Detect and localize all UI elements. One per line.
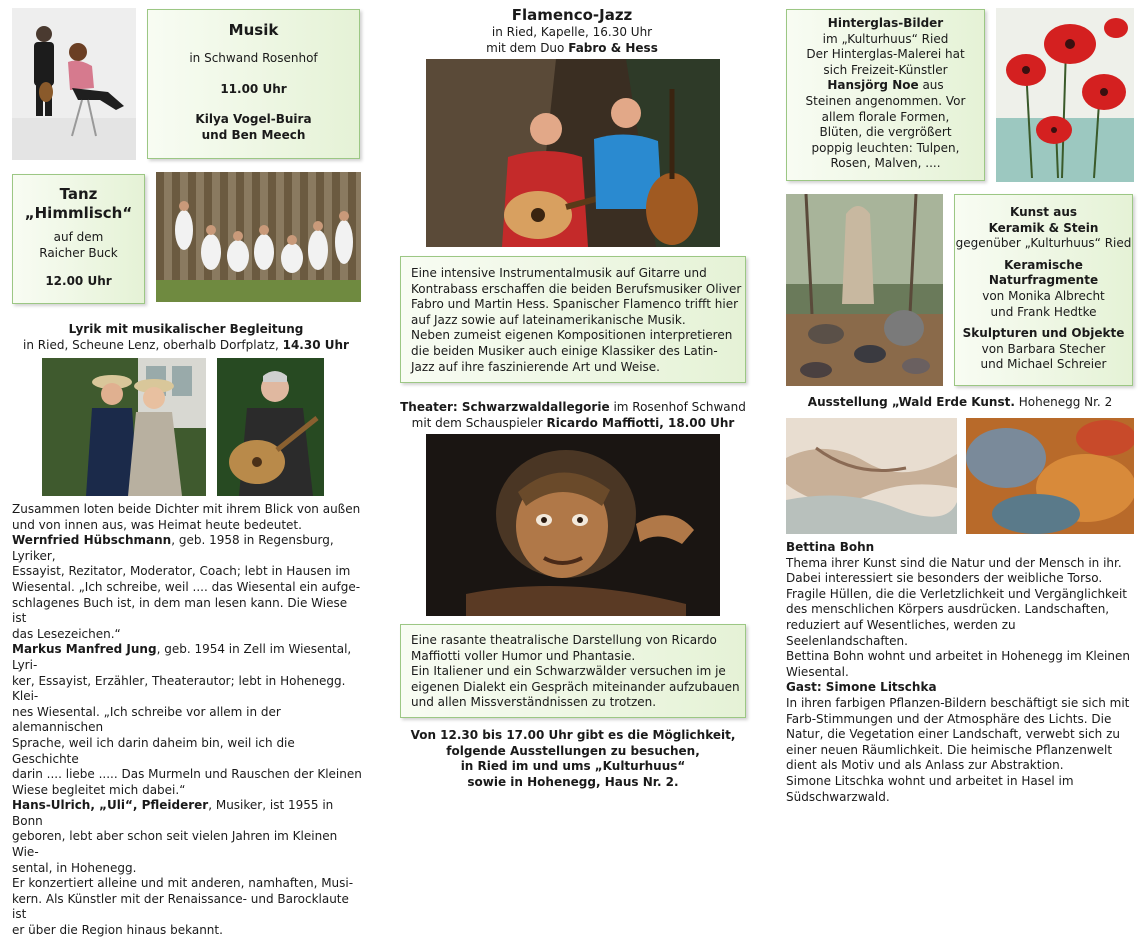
kunst-location: gegenüber „Kulturhuus“ Ried xyxy=(955,236,1132,251)
flamenco-heading xyxy=(398,6,746,56)
flamenco-desc-line: die beiden Musiker auch einige Klassiker des Latin- xyxy=(411,343,718,358)
wald-place: Hohenegg Nr. 2 xyxy=(1014,395,1113,409)
hinterglas-line: Der Hinterglas-Malerei hat xyxy=(806,47,965,62)
musik-time: 11.00 Uhr xyxy=(220,81,287,96)
theater-place: im Rosenhof Schwand xyxy=(613,400,746,414)
guest-line: Farb-Stimmungen und der Atmosphäre des Lichts. Die xyxy=(786,711,1112,726)
bettina-artwork-photo xyxy=(786,418,957,534)
hinterglas-line: allem florale Formen, xyxy=(821,109,950,124)
theater-heading-line2: mit dem Schauspieler Ricardo Maffiotti, 18.00 Uhr xyxy=(411,415,735,430)
musician-line: Hans-Ulrich, „Uli“, Pfleiderer, Musiker, ist 1955 in Bonn xyxy=(12,798,334,828)
bettina-line: Bettina Bohn wohnt und arbeitet in Hohenegg im Kleinen xyxy=(786,649,1130,664)
flamenco-desc-box xyxy=(400,256,746,383)
exhibitions-note-line: sowie in Hohenegg, Haus Nr. 2. xyxy=(467,774,679,789)
bettina-text xyxy=(786,540,1138,805)
poet1-line: Wiesental. „Ich schreibe, weil .... das Wiesental ein aufge- xyxy=(12,579,361,594)
theater-desc-line: eigenen Dialekt ein Gespräch miteinander aufzubauen xyxy=(411,679,740,694)
theater-heading-line1 xyxy=(392,400,754,416)
poet1-line: Essayist, Rezitator, Moderator, Coach; lebt in Hausen im xyxy=(12,564,351,579)
lyrik-heading xyxy=(10,322,362,353)
bettina-name: Bettina Bohn xyxy=(786,540,875,554)
guest-label: Gast: Simone Litschka xyxy=(786,680,937,695)
musician-line: kern. Als Künstler mit der Renaissance- und Barocklaute ist xyxy=(12,891,349,922)
theater-photo xyxy=(426,434,720,616)
litschka-artwork-photo xyxy=(966,418,1134,534)
poet1-name: Wernfried Hübschmann xyxy=(12,533,172,548)
hinterglas-artist: Hansjörg Noe xyxy=(827,78,919,93)
exhibitions-note xyxy=(392,728,754,790)
hinterglas-line: im „Kulturhuus“ Ried xyxy=(822,31,949,46)
musik-photo xyxy=(12,8,136,160)
exhibitions-note-line: folgende Ausstellungen zu besuchen, xyxy=(446,743,700,758)
musician-line: Er konzertiert alleine und mit anderen, namhaften, Musi- xyxy=(12,876,354,891)
hinterglas-title: Hinterglas-Bilder xyxy=(827,16,944,30)
bettina-line: Wiesental. xyxy=(786,664,849,679)
lyrik-intro-line: Zusammen loten beide Dichter mit ihrem Blick von außen xyxy=(12,502,361,516)
sculpture-section-title: Skulpturen und Objekte xyxy=(962,326,1125,341)
theater-desc-line: Maffiotti voller Humor und Phantasie. xyxy=(411,648,636,663)
poet2-line: Markus Manfred Jung, geb. 1954 in Zell im Wiesental, Lyri- xyxy=(12,642,352,672)
poet1-line: Wernfried Hübschmann, geb. 1958 in Regensburg, Lyriker, xyxy=(12,533,334,563)
guest-line: Natur, die Vegetation einer Landschaft, verwebt sich zu xyxy=(786,727,1121,742)
flamenco-title: Flamenco-Jazz xyxy=(511,6,633,24)
exhibitions-note-line: Von 12.30 bis 17.00 Uhr gibt es die Möglichkeit, xyxy=(410,728,736,742)
poet2-name: Markus Manfred Jung xyxy=(12,642,157,657)
poet2-line: Wiese begleitet mich dabei.“ xyxy=(12,782,186,797)
lyrik-text xyxy=(12,502,362,939)
sculpture-artist-line1: von Barbara Stecher xyxy=(981,341,1106,356)
ceramics-section-title1: Keramische xyxy=(1004,257,1083,272)
exhibitions-note-line: in Ried im und ums „Kulturhuus“ xyxy=(460,759,686,774)
hinterglas-line: poppig leuchten: Tulpen, xyxy=(811,140,960,155)
poet2-line: darin .... liebe ..... Das Murmeln und Rauschen der Kleinen xyxy=(12,767,362,782)
theater-desc-box xyxy=(400,624,746,718)
theater-desc-line: Ein Italiener und ein Schwarzwälder versuchen im je xyxy=(411,664,726,679)
flamenco-place: in Ried, Kapelle, 16.30 Uhr xyxy=(491,25,653,39)
musik-info-box xyxy=(147,9,360,159)
bettina-line: Fragile Hüllen, die die Verletzlichkeit und Vergänglichkeit xyxy=(786,586,1127,601)
kunst-title-line1: Kunst aus xyxy=(1009,205,1077,219)
ceramics-artist-line2: und Frank Hedtke xyxy=(990,304,1097,319)
tanz-place-line2: Raicher Buck xyxy=(39,245,118,260)
musik-artists-line2: und Ben Meech xyxy=(201,127,306,142)
tanz-title-line2: „Himmlisch“ xyxy=(24,204,133,222)
guest-line: Simone Litschka wohnt und arbeitet in Hasel im xyxy=(786,773,1074,788)
theater-heading xyxy=(392,400,754,431)
tanz-title-line1: Tanz xyxy=(59,185,98,203)
lyrik-time: 14.30 Uhr xyxy=(282,337,349,352)
flamenco-desc-line: Kontrabass erschaffen die beiden Berufsmusiker Oliver xyxy=(411,281,742,296)
guest-line: dient als Motiv und als Anlass zur Abstraktion. xyxy=(786,758,1064,773)
lyrik-place: in Ried, Scheune Lenz, oberhalb Dorfplatz, xyxy=(23,337,279,352)
wald-heading xyxy=(784,395,1136,411)
musician-name: Hans-Ulrich, „Uli“, Pfleiderer xyxy=(12,798,209,813)
guest-line: einer neuen Räumlichkeit. Die heimische Pflanzenwelt xyxy=(786,742,1113,757)
sculpture-artist-line2: und Michael Schreier xyxy=(980,357,1107,372)
musik-title: Musik xyxy=(228,21,279,39)
theater-actor: Ricardo Maffiotti, 18.00 Uhr xyxy=(546,415,735,430)
bettina-line: Thema ihrer Kunst sind die Natur und der Mensch in ihr. xyxy=(786,555,1122,570)
theater-label: Theater: Schwarzwaldallegorie xyxy=(400,400,610,414)
ceramics-section-title2: Naturfragmente xyxy=(988,273,1099,288)
hinterglas-info-box xyxy=(786,9,985,181)
flamenco-desc-line: Jazz auf ihre faszinierende Art und Weise. xyxy=(411,359,660,374)
flamenco-duo: mit dem Duo Fabro & Hess xyxy=(486,40,658,55)
bettina-line: des menschlichen Körpers ausdrücken. Landschaften, xyxy=(786,602,1110,617)
musik-place: in Schwand Rosenhof xyxy=(189,51,318,65)
kunst-title-line2: Keramik & Stein xyxy=(988,220,1099,235)
poet1-line: das Lesezeichen.“ xyxy=(12,626,121,641)
flamenco-desc-line: Eine intensive Instrumentalmusik auf Gitarre und xyxy=(411,266,707,280)
bettina-line: Dabei interessiert sie besonders der weibliche Torso. xyxy=(786,571,1103,586)
musician-line: geboren, lebt aber schon seit vielen Jahren im Kleinen Wie- xyxy=(12,829,338,860)
poet2-line: nes Wiesental. „Ich schreibe vor allem in der alemannischen xyxy=(12,704,281,735)
theater-desc-line: Eine rasante theatralische Darstellung von Ricardo xyxy=(411,633,717,647)
tanz-photo xyxy=(156,172,361,302)
bettina-line: reduziert auf Wesentliches, werden zu Seelenlandschaften. xyxy=(786,617,1016,648)
hinterglas-line: Rosen, Malven, .... xyxy=(830,156,941,171)
flamenco-photo xyxy=(426,59,720,247)
wald-title: Ausstellung „Wald Erde Kunst. xyxy=(807,395,1015,409)
poet2-line: Sprache, weil ich darin daheim bin, weil ich die Geschichte xyxy=(12,735,295,766)
poet1-line: schlagenes Buch ist, in dem man lesen kann. Die Wiese ist xyxy=(12,595,348,626)
lyrik-intro-line: und von innen aus, was Heimat heute bedeutet. xyxy=(12,517,302,532)
musik-artists-line1: Kilya Vogel-Buira xyxy=(195,112,312,127)
guest-line: In ihren farbigen Pflanzen-Bildern beschäftigt sie sich mit xyxy=(786,695,1130,710)
tanz-info-box xyxy=(12,174,145,304)
lyrik-heading-line2 xyxy=(10,338,362,354)
kunst-info-box xyxy=(954,194,1133,386)
tanz-place-line1: auf dem xyxy=(53,230,104,244)
lyrik-heading-line1: Lyrik mit musikalischer Begleitung xyxy=(68,322,304,336)
flamenco-desc-line: Neben zumeist eigenen Kompositionen interpretieren xyxy=(411,328,733,343)
lyrik-poets-photo xyxy=(42,358,206,496)
hinterglas-line: sich Freizeit-Künstler xyxy=(823,62,948,77)
guest-line: Südschwarzwald. xyxy=(786,789,890,804)
flamenco-duo-name: Fabro & Hess xyxy=(568,40,658,55)
poppies-painting xyxy=(996,8,1134,182)
ceramics-artist-line1: von Monika Albrecht xyxy=(982,288,1105,303)
hinterglas-line: Steinen angenommen. Vor xyxy=(805,93,966,108)
musician-line: sental, in Hohenegg. xyxy=(12,860,137,875)
flamenco-desc-line: auf Jazz sowie auf lateinamerikanische Musik. xyxy=(411,312,686,327)
hinterglas-artist-line: Hansjörg Noe aus xyxy=(827,78,944,93)
poet2-line: ker, Essayist, Erzähler, Theaterautor; lebt in Hohenegg. Klei- xyxy=(12,673,346,704)
theater-desc-line: und allen Missverständnissen zu trotzen. xyxy=(411,695,657,710)
hinterglas-line: Blüten, die vergrößert xyxy=(819,125,952,140)
musician-line: er über die Region hinaus bekannt. xyxy=(12,923,223,938)
tanz-time: 12.00 Uhr xyxy=(45,274,112,289)
flamenco-desc-line: Fabro und Martin Hess. Spanischer Flamenco trifft hier xyxy=(411,297,739,312)
ceramics-photo xyxy=(786,194,943,386)
lute-player-photo xyxy=(217,358,324,496)
